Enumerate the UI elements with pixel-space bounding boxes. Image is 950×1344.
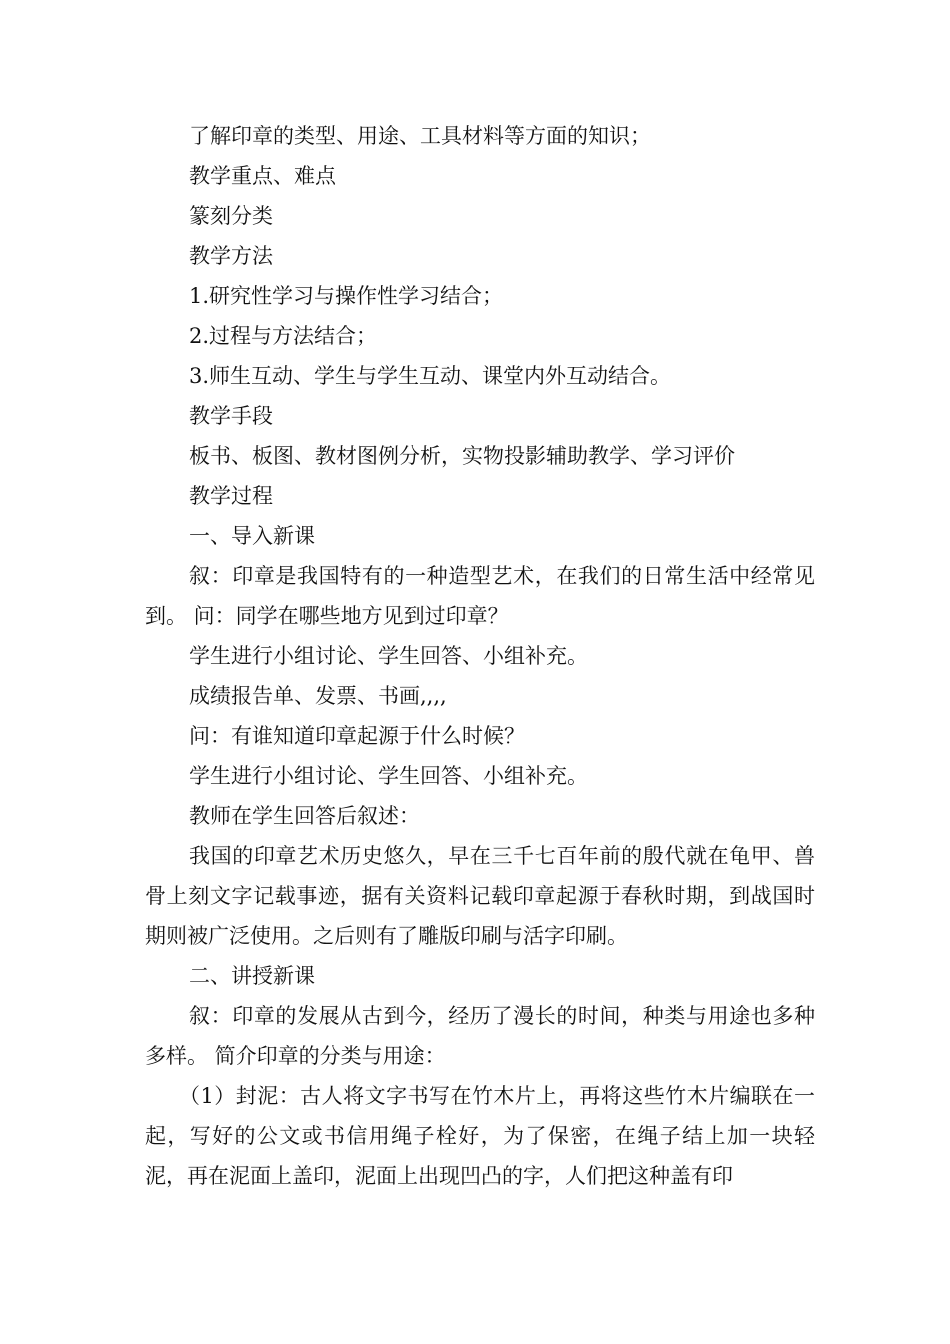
list-item-method-1: 1.研究性学习与操作性学习结合；: [189, 284, 504, 308]
heading-teaching-means: 教学手段: [189, 404, 273, 428]
paragraph-examples: 成绩报告单、发票、书画,,,,: [189, 684, 447, 708]
paragraph-student-discussion-2: 学生进行小组讨论、学生回答、小组补充。: [189, 764, 588, 788]
heading-new-lesson: 二、讲授新课: [189, 964, 315, 988]
heading-key-points: 教学重点、难点: [189, 164, 336, 188]
document-body: [145, 116, 815, 1196]
paragraph-question: 问：有谁知道印章起源于什么时候？: [189, 724, 525, 748]
heading-introduction: 一、导入新课: [189, 524, 315, 548]
paragraph-teacher-narration: 教师在学生回答后叙述：: [189, 804, 420, 828]
paragraph-seal-carving-classification: 篆刻分类: [189, 204, 273, 228]
heading-teaching-process: 教学过程: [189, 484, 273, 508]
paragraph-teaching-means: 板书、板图、教材图例分析，实物投影辅助教学、学习评价: [189, 444, 735, 468]
list-item-method-2: 2.过程与方法结合；: [189, 324, 378, 348]
paragraph-objective: 了解印章的类型、用途、工具材料等方面的知识；: [189, 124, 651, 148]
paragraph-clay-seal: （1）封泥：古人将文字书写在竹木片上，再将这些竹木片编联在一起，写好的公文或书信用绳子栓好，为了保密，在绳子结上加一块轻泥，再在泥面上盖印，泥面上出现凹凸的字，人们把这种盖有印: [145, 1084, 815, 1188]
paragraph-narration-2: 叙：印章的发展从古到今，经历了漫长的时间，种类与用途也多种多样。 简介印章的分类与用途：: [145, 1004, 815, 1068]
list-item-method-3: 3.师生互动、学生与学生互动、课堂内外互动结合。: [189, 364, 672, 388]
paragraph-narration-1: 叙：印章是我国特有的一种造型艺术，在我们的日常生活中经常见到。 问：同学在哪些地方见到过印章？: [145, 564, 815, 628]
paragraph-student-discussion-1: 学生进行小组讨论、学生回答、小组补充。: [189, 644, 588, 668]
heading-teaching-methods: 教学方法: [189, 244, 273, 268]
paragraph-history: 我国的印章艺术历史悠久，早在三千七百年前的殷代就在龟甲、兽骨上刻文字记载事迹，据有关资料记载印章起源于春秋时期，到战国时期则被广泛使用。之后则有了雕版印刷与活字印刷。: [145, 844, 815, 948]
